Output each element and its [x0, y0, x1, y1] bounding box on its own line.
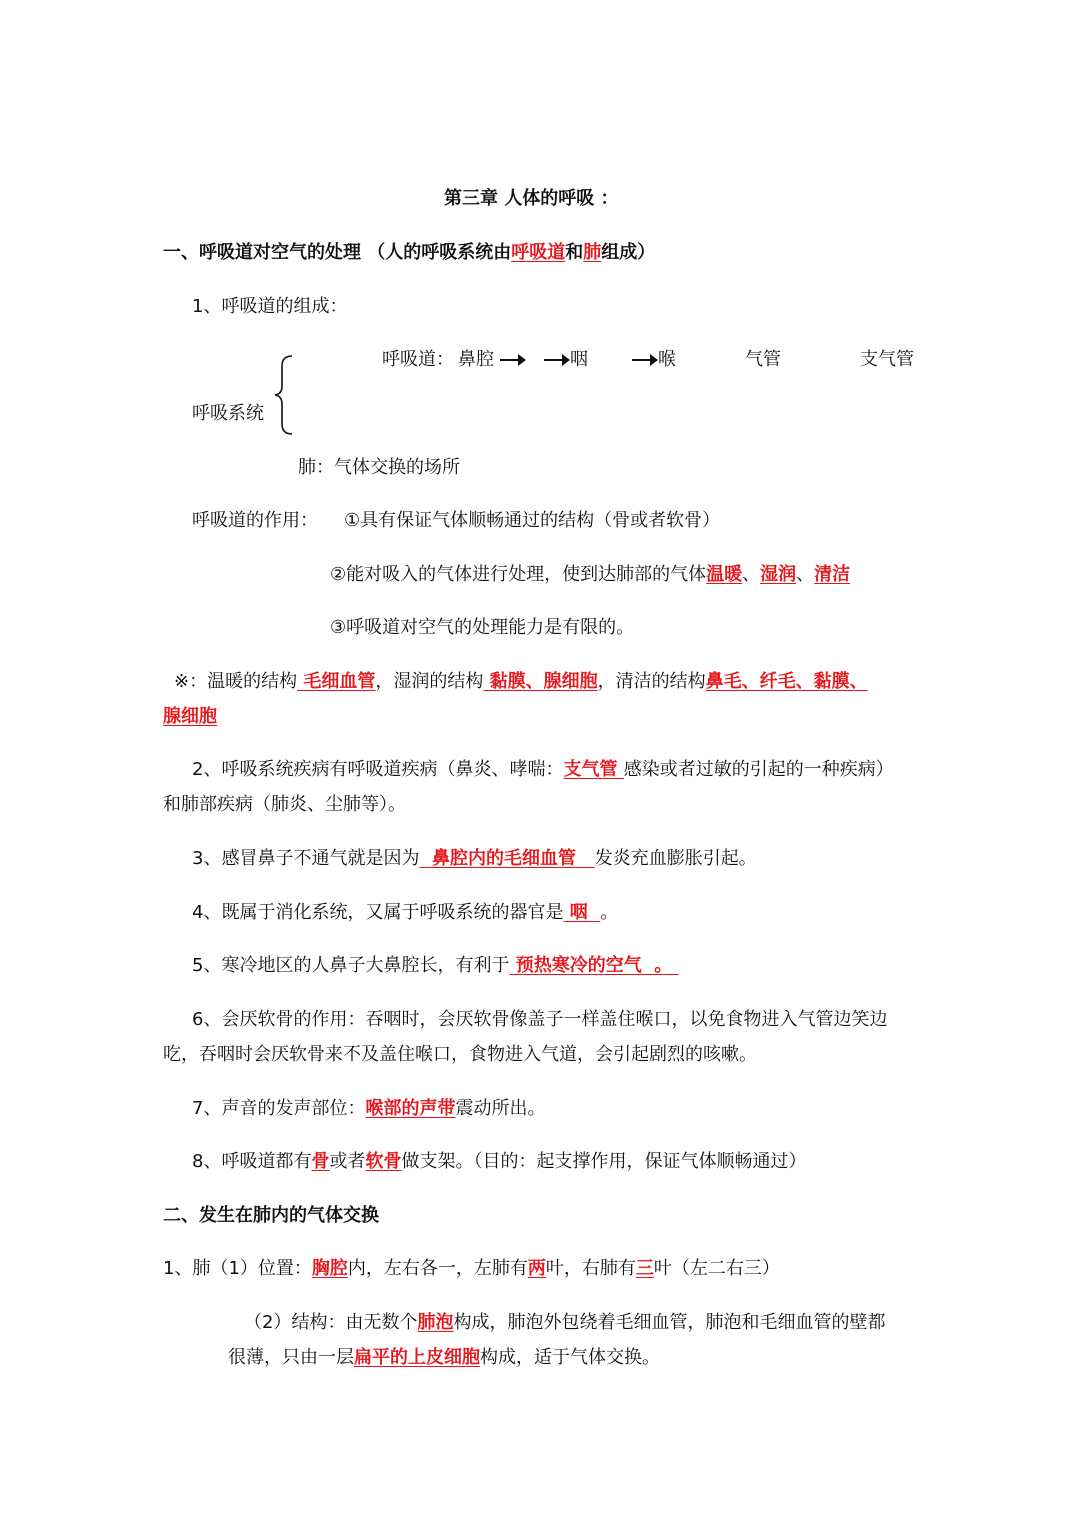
- item3: 3、感冒鼻子不通气就是因为 鼻腔内的毛细血管 发炎充血膨胀引起。: [192, 848, 757, 869]
- airway-part-bronchi: 支气管: [860, 349, 914, 370]
- function-1: ①具有保证气体顺畅通过的结构（骨或者软骨）: [344, 510, 721, 531]
- function-3: ③呼吸道对空气的处理能力是有限的。: [330, 617, 635, 638]
- note-line2: 腺细胞: [163, 706, 217, 727]
- lung-line: 肺：气体交换的场所: [298, 457, 460, 478]
- item5: 5、寒冷地区的人鼻子大鼻腔长，有利于 预热寒冷的空气 。: [192, 955, 679, 976]
- section1-heading: [163, 240, 655, 266]
- note-line1: ※：温暖的结构 毛细血管，湿润的结构 黏膜、腺细胞，清洁的结构鼻毛、纤毛、黏膜、: [174, 671, 868, 692]
- airway-part-pharynx: 咽: [544, 347, 588, 373]
- section1-heading-pre: 一、呼吸道对空气的处理 （人的呼吸系统由: [163, 242, 512, 263]
- function-label: 呼吸道的作用：: [192, 510, 318, 531]
- section1-heading-mid: 和: [565, 242, 584, 263]
- section1-heading-red1: 呼吸道: [511, 242, 566, 263]
- system-label: 呼吸系统: [192, 403, 264, 424]
- item4: 4、既属于消化系统，又属于呼吸系统的器官是 咽 。: [192, 902, 619, 923]
- airway-part-trachea: 气管: [745, 349, 781, 370]
- item6-line2: 吃，吞咽时会厌软骨来不及盖住喉口，食物进入气道，会引起剧烈的咳嗽。: [163, 1044, 757, 1065]
- section1-heading-post: 组成）: [601, 242, 656, 263]
- section2-heading: 二、发生在肺内的气体交换: [163, 1205, 379, 1226]
- item6-line1: 6、会厌软骨的作用：吞咽时，会厌软骨像盖子一样盖住喉口，以免食物进入气管边笑边: [192, 1009, 888, 1030]
- airway-prefix: 呼吸道：: [382, 349, 454, 370]
- airway-part-larynx: 喉: [632, 347, 676, 373]
- lung-structure-line2: 很薄，只由一层扁平的上皮细胞构成，适于气体交换。: [228, 1347, 660, 1368]
- brace-icon: [272, 354, 296, 436]
- lung-structure-line1: （2）结构：由无数个肺泡构成，肺泡外包绕着毛细血管，肺泡和毛细血管的壁都: [244, 1312, 886, 1333]
- lung-position: 1、肺（1）位置：胸腔内，左右各一，左肺有两叶，右肺有三叶（左二右三）: [163, 1258, 780, 1279]
- arrow-icon: [632, 354, 658, 366]
- page-title: 第三章 人体的呼吸 ：: [444, 188, 619, 209]
- airway-part-nasal: 鼻腔: [458, 347, 526, 373]
- item2-line1: 2、呼吸系统疾病有呼吸道疾病（鼻炎、哮喘：支气管 感染或者过敏的引起的一种疾病）: [192, 759, 894, 780]
- function-2: ②能对吸入的气体进行处理，使到达肺部的气体温暖、湿润、清洁: [330, 564, 851, 585]
- item7: 7、声音的发声部位：喉部的声带震动所出。: [192, 1098, 546, 1119]
- arrow-icon: [500, 354, 526, 366]
- item8: 8、呼吸道都有骨或者软骨做支架。（目的：起支撑作用，保证气体顺畅通过）: [192, 1151, 807, 1172]
- item2-line2: 和肺部疾病（肺炎、尘肺等）。: [163, 794, 406, 815]
- arrow-icon: [544, 354, 570, 366]
- section1-heading-red2: 肺: [583, 242, 602, 263]
- item1-label: 1、呼吸道的组成：: [192, 296, 348, 317]
